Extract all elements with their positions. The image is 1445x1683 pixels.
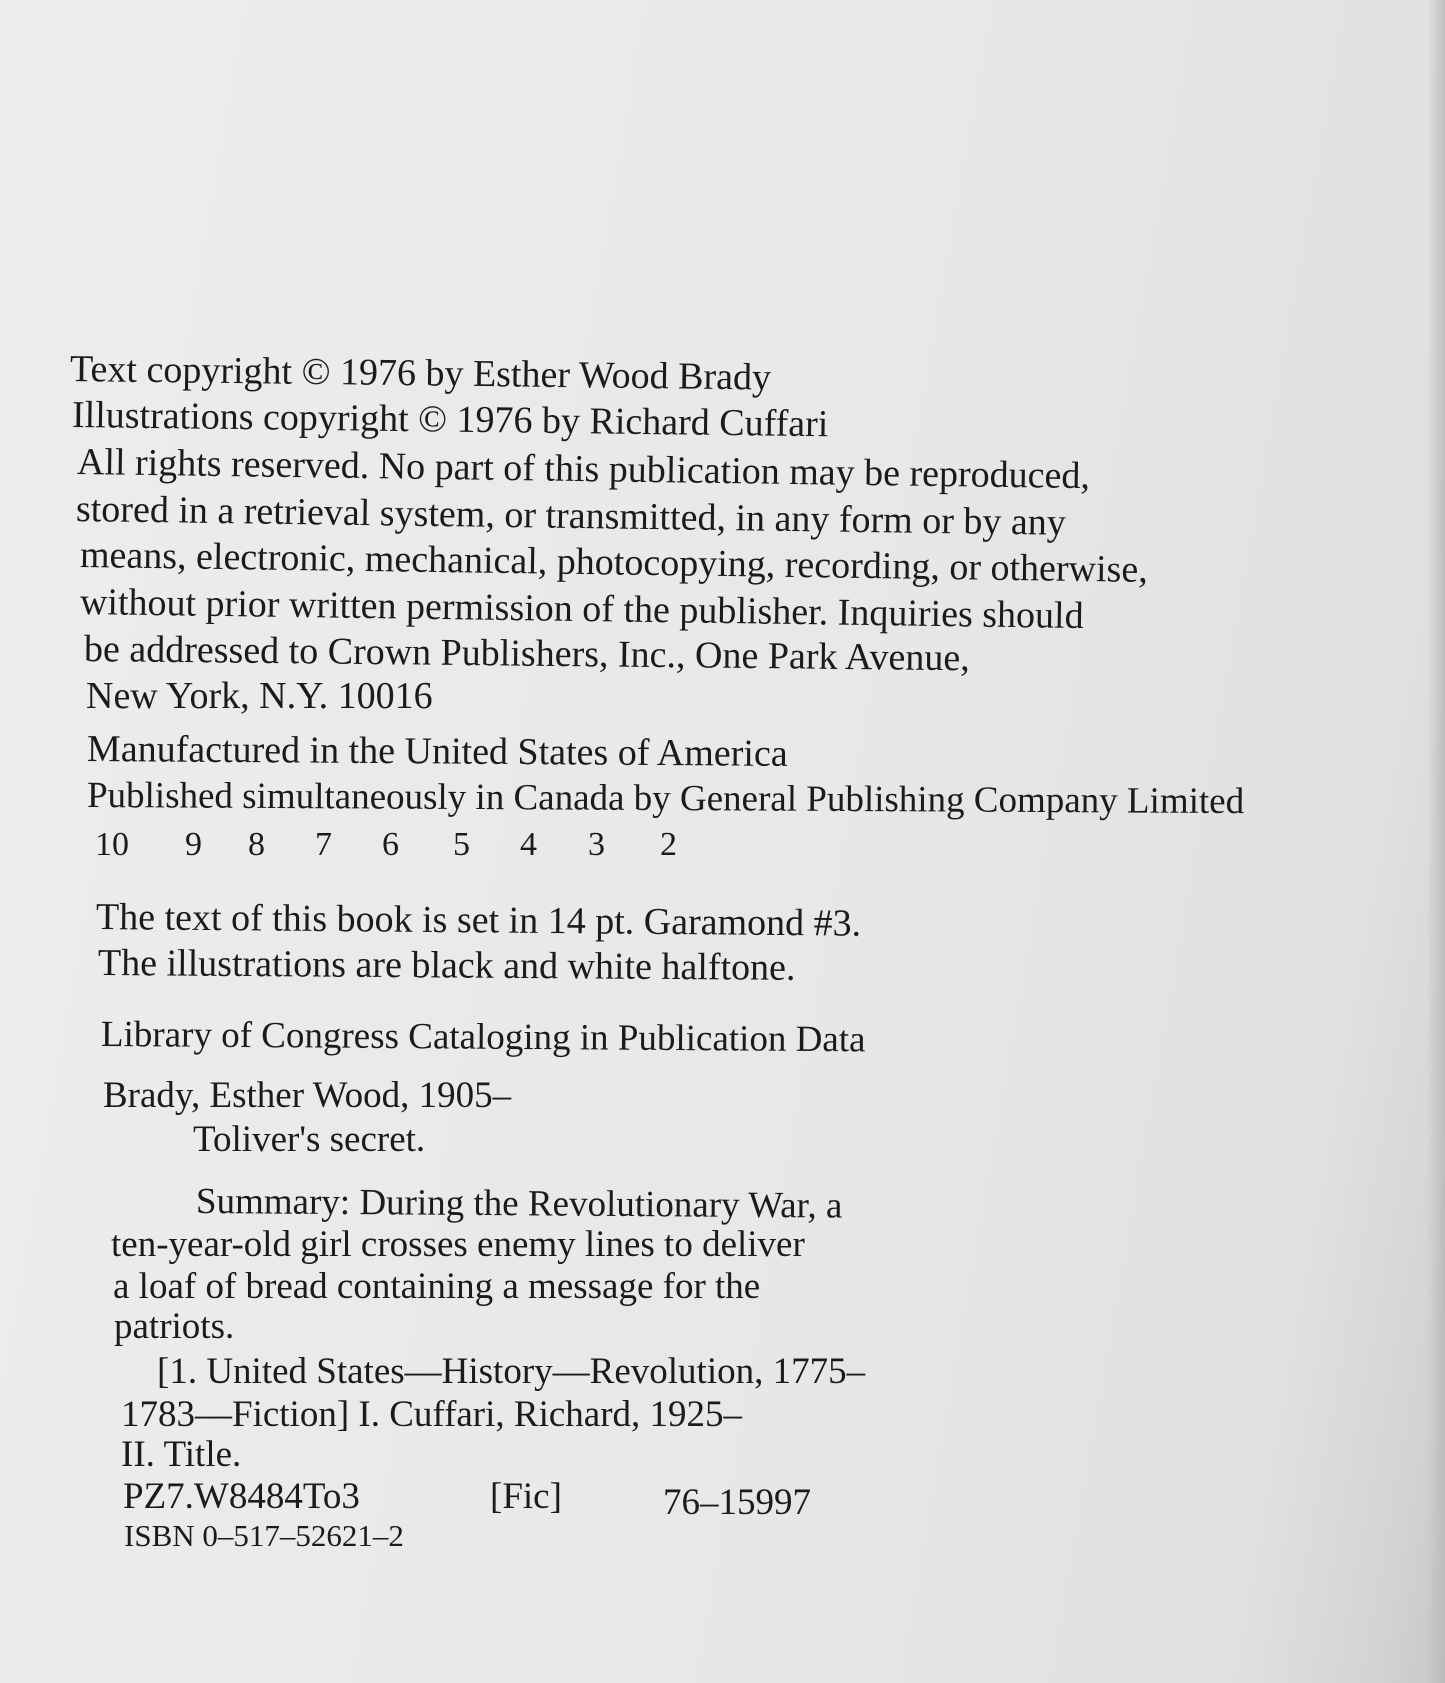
subject-line-1: [1. United States—History—Revolution, 1775– <box>157 1351 866 1392</box>
fic-label: [Fic] <box>490 1476 562 1517</box>
summary-line-3: a loaf of bread containing a message for the <box>113 1266 761 1307</box>
rights-line-2: stored in a retrieval system, or transmitted, in any form or by any <box>75 488 1067 544</box>
summary-line-2: ten-year-old girl crosses enemy lines to deliver <box>111 1224 805 1265</box>
printing-number: 3 <box>588 826 605 863</box>
catalog-title: Toliver's secret. <box>193 1119 426 1160</box>
illustrations-copyright-line: Illustrations copyright © 1976 by Richard Cuffari <box>71 394 829 446</box>
printing-number: 4 <box>520 826 537 863</box>
printing-number: 5 <box>453 826 470 863</box>
rights-line-4: without prior written permission of the publisher. Inquiries should <box>79 581 1084 638</box>
call-number: PZ7.W8484To3 <box>123 1476 360 1517</box>
cataloging-heading: Library of Congress Cataloging in Publication Data <box>100 1014 866 1061</box>
catalog-author: Brady, Esther Wood, 1905– <box>103 1075 512 1116</box>
subject-line-3: II. Title. <box>121 1434 242 1475</box>
rights-line-3: means, electronic, mechanical, photocopying, recording, or otherwise, <box>79 534 1149 591</box>
typography-line-1: The text of this book is set in 14 pt. Garamond #3. <box>95 896 862 945</box>
printing-number: 10 <box>95 826 129 863</box>
printing-number: 2 <box>660 826 677 863</box>
printing-number: 6 <box>382 826 399 863</box>
text-copyright-line: Text copyright © 1976 by Esther Wood Brady <box>69 348 772 399</box>
rights-line-6: New York, N.Y. 10016 <box>86 675 433 717</box>
manufactured-line: Manufactured in the United States of America <box>86 728 788 775</box>
printing-number: 7 <box>315 826 332 863</box>
rights-line-5: be addressed to Crown Publishers, Inc., One Park Avenue, <box>83 628 970 680</box>
subject-line-2: 1783—Fiction] I. Cuffari, Richard, 1925– <box>121 1394 743 1435</box>
typography-line-2: The illustrations are black and white halftone. <box>97 942 796 989</box>
isbn: ISBN 0–517–52621–2 <box>124 1518 404 1553</box>
page-edge-shadow <box>1427 0 1445 1683</box>
summary-line-1: Summary: During the Revolutionary War, a <box>195 1181 843 1227</box>
printing-number: 8 <box>248 826 265 863</box>
lccn: 76–15997 <box>663 1482 811 1523</box>
printing-number: 9 <box>185 826 202 863</box>
published-line: Published simultaneously in Canada by General Publishing Company Limited <box>86 775 1245 823</box>
rights-line-1: All rights reserved. No part of this publication may be reproduced, <box>76 441 1091 498</box>
summary-line-4: patriots. <box>114 1306 235 1347</box>
